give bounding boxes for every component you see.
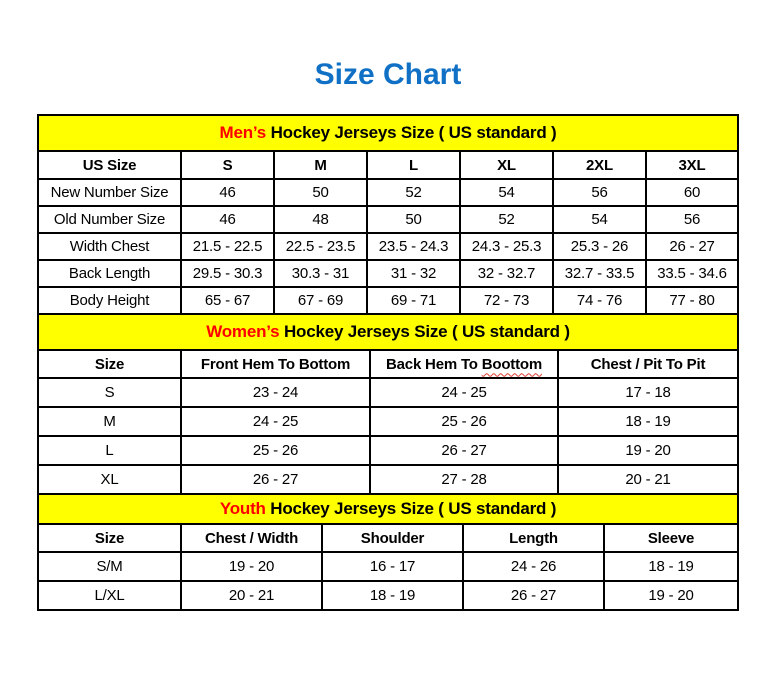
- value-cell: 56: [553, 179, 646, 206]
- value-cell: 77 - 80: [646, 287, 738, 314]
- youth-header-row: [38, 524, 738, 552]
- value-cell: 46: [181, 206, 274, 233]
- table-row: [38, 436, 738, 465]
- youth-section-banner: [38, 494, 738, 524]
- value-cell: 54: [553, 206, 646, 233]
- value-cell: 32 - 32.7: [460, 260, 553, 287]
- value-cell: 18 - 19: [558, 407, 738, 436]
- page-title: Size Chart: [314, 58, 462, 91]
- value-cell: 31 - 32: [367, 260, 460, 287]
- womens-banner-highlight: Women’s: [206, 322, 280, 341]
- value-cell: 26 - 27: [370, 436, 558, 465]
- value-cell: 46: [181, 179, 274, 206]
- column-header-cell: Size: [38, 350, 181, 378]
- value-cell: 33.5 - 34.6: [646, 260, 738, 287]
- mens-size-table: [37, 114, 739, 315]
- value-cell: 50: [367, 206, 460, 233]
- size-chart-tables: [37, 114, 737, 611]
- value-cell: 24.3 - 25.3: [460, 233, 553, 260]
- table-row: [38, 581, 738, 610]
- back-hem-label: Back Hem To: [386, 355, 478, 373]
- value-cell: 25 - 26: [370, 407, 558, 436]
- mens-section-banner: [38, 115, 738, 151]
- value-cell: 26 - 27: [181, 465, 370, 494]
- column-header-cell: Chest / Width: [181, 524, 322, 552]
- value-cell: 69 - 71: [367, 287, 460, 314]
- row-label-cell: L/XL: [38, 581, 181, 610]
- column-header-cell: 2XL: [553, 151, 646, 179]
- mens-banner-highlight: Men’s: [219, 123, 267, 142]
- row-label-cell: M: [38, 407, 181, 436]
- table-row: [38, 287, 738, 314]
- row-label-cell: S: [38, 378, 181, 407]
- row-label-cell: S/M: [38, 552, 181, 581]
- table-row: [38, 552, 738, 581]
- row-label-cell: XL: [38, 465, 181, 494]
- column-header-cell: S: [181, 151, 274, 179]
- value-cell: 19 - 20: [181, 552, 322, 581]
- value-cell: 30.3 - 31: [274, 260, 367, 287]
- value-cell: 24 - 25: [370, 378, 558, 407]
- value-cell: 22.5 - 23.5: [274, 233, 367, 260]
- column-header-cell: XL: [460, 151, 553, 179]
- value-cell: 65 - 67: [181, 287, 274, 314]
- value-cell: 23 - 24: [181, 378, 370, 407]
- table-row: [38, 407, 738, 436]
- value-cell: 16 - 17: [322, 552, 463, 581]
- youth-banner-text: Hockey Jerseys Size ( US standard ): [265, 499, 557, 518]
- value-cell: 54: [460, 179, 553, 206]
- table-row: [38, 179, 738, 206]
- value-cell: 27 - 28: [370, 465, 558, 494]
- value-cell: 67 - 69: [274, 287, 367, 314]
- value-cell: 26 - 27: [646, 233, 738, 260]
- womens-header-row: [38, 350, 738, 378]
- value-cell: 50: [274, 179, 367, 206]
- mens-header-row: [38, 151, 738, 179]
- value-cell: 19 - 20: [604, 581, 738, 610]
- value-cell: 52: [367, 179, 460, 206]
- value-cell: 21.5 - 22.5: [181, 233, 274, 260]
- table-row: [38, 465, 738, 494]
- value-cell: 24 - 25: [181, 407, 370, 436]
- row-label-cell: Width Chest: [38, 233, 181, 260]
- column-header-cell: Chest / Pit To Pit: [558, 350, 738, 378]
- value-cell: 60: [646, 179, 738, 206]
- youth-banner-row: [38, 494, 738, 524]
- row-label-cell: Body Height: [38, 287, 181, 314]
- table-row: [38, 378, 738, 407]
- row-label-cell: L: [38, 436, 181, 465]
- column-header-cell: M: [274, 151, 367, 179]
- row-label-cell: Back Length: [38, 260, 181, 287]
- value-cell: 48: [274, 206, 367, 233]
- column-header-cell: Front Hem To Bottom: [181, 350, 370, 378]
- womens-size-table: [37, 313, 739, 495]
- value-cell: 18 - 19: [604, 552, 738, 581]
- value-cell: 17 - 18: [558, 378, 738, 407]
- column-header-cell: Size: [38, 524, 181, 552]
- column-header-cell: L: [367, 151, 460, 179]
- value-cell: 52: [460, 206, 553, 233]
- column-header-cell: 3XL: [646, 151, 738, 179]
- youth-banner-highlight: Youth: [219, 499, 266, 518]
- row-label-cell: Old Number Size: [38, 206, 181, 233]
- value-cell: 20 - 21: [181, 581, 322, 610]
- column-header-cell: Sleeve: [604, 524, 738, 552]
- table-row: [38, 260, 738, 287]
- value-cell: 32.7 - 33.5: [553, 260, 646, 287]
- value-cell: 24 - 26: [463, 552, 604, 581]
- column-header-cell: Length: [463, 524, 604, 552]
- value-cell: 56: [646, 206, 738, 233]
- value-cell: 29.5 - 30.3: [181, 260, 274, 287]
- row-label-cell: New Number Size: [38, 179, 181, 206]
- womens-banner-text: Hockey Jerseys Size ( US standard ): [279, 322, 570, 341]
- misspelled-word: Boottom: [481, 355, 542, 373]
- youth-size-table: [37, 493, 739, 611]
- value-cell: 19 - 20: [558, 436, 738, 465]
- value-cell: 25.3 - 26: [553, 233, 646, 260]
- womens-banner-row: [38, 314, 738, 350]
- mens-banner-text: Hockey Jerseys Size ( US standard ): [266, 123, 557, 142]
- column-header-cell: Shoulder: [322, 524, 463, 552]
- value-cell: 25 - 26: [181, 436, 370, 465]
- table-row: [38, 233, 738, 260]
- value-cell: 23.5 - 24.3: [367, 233, 460, 260]
- womens-section-banner: [38, 314, 738, 350]
- value-cell: 72 - 73: [460, 287, 553, 314]
- value-cell: 18 - 19: [322, 581, 463, 610]
- mens-banner-row: [38, 115, 738, 151]
- value-cell: 26 - 27: [463, 581, 604, 610]
- value-cell: 74 - 76: [553, 287, 646, 314]
- value-cell: 20 - 21: [558, 465, 738, 494]
- table-row: [38, 206, 738, 233]
- column-header-cell-misspelled: [370, 350, 558, 378]
- column-header-cell: US Size: [38, 151, 181, 179]
